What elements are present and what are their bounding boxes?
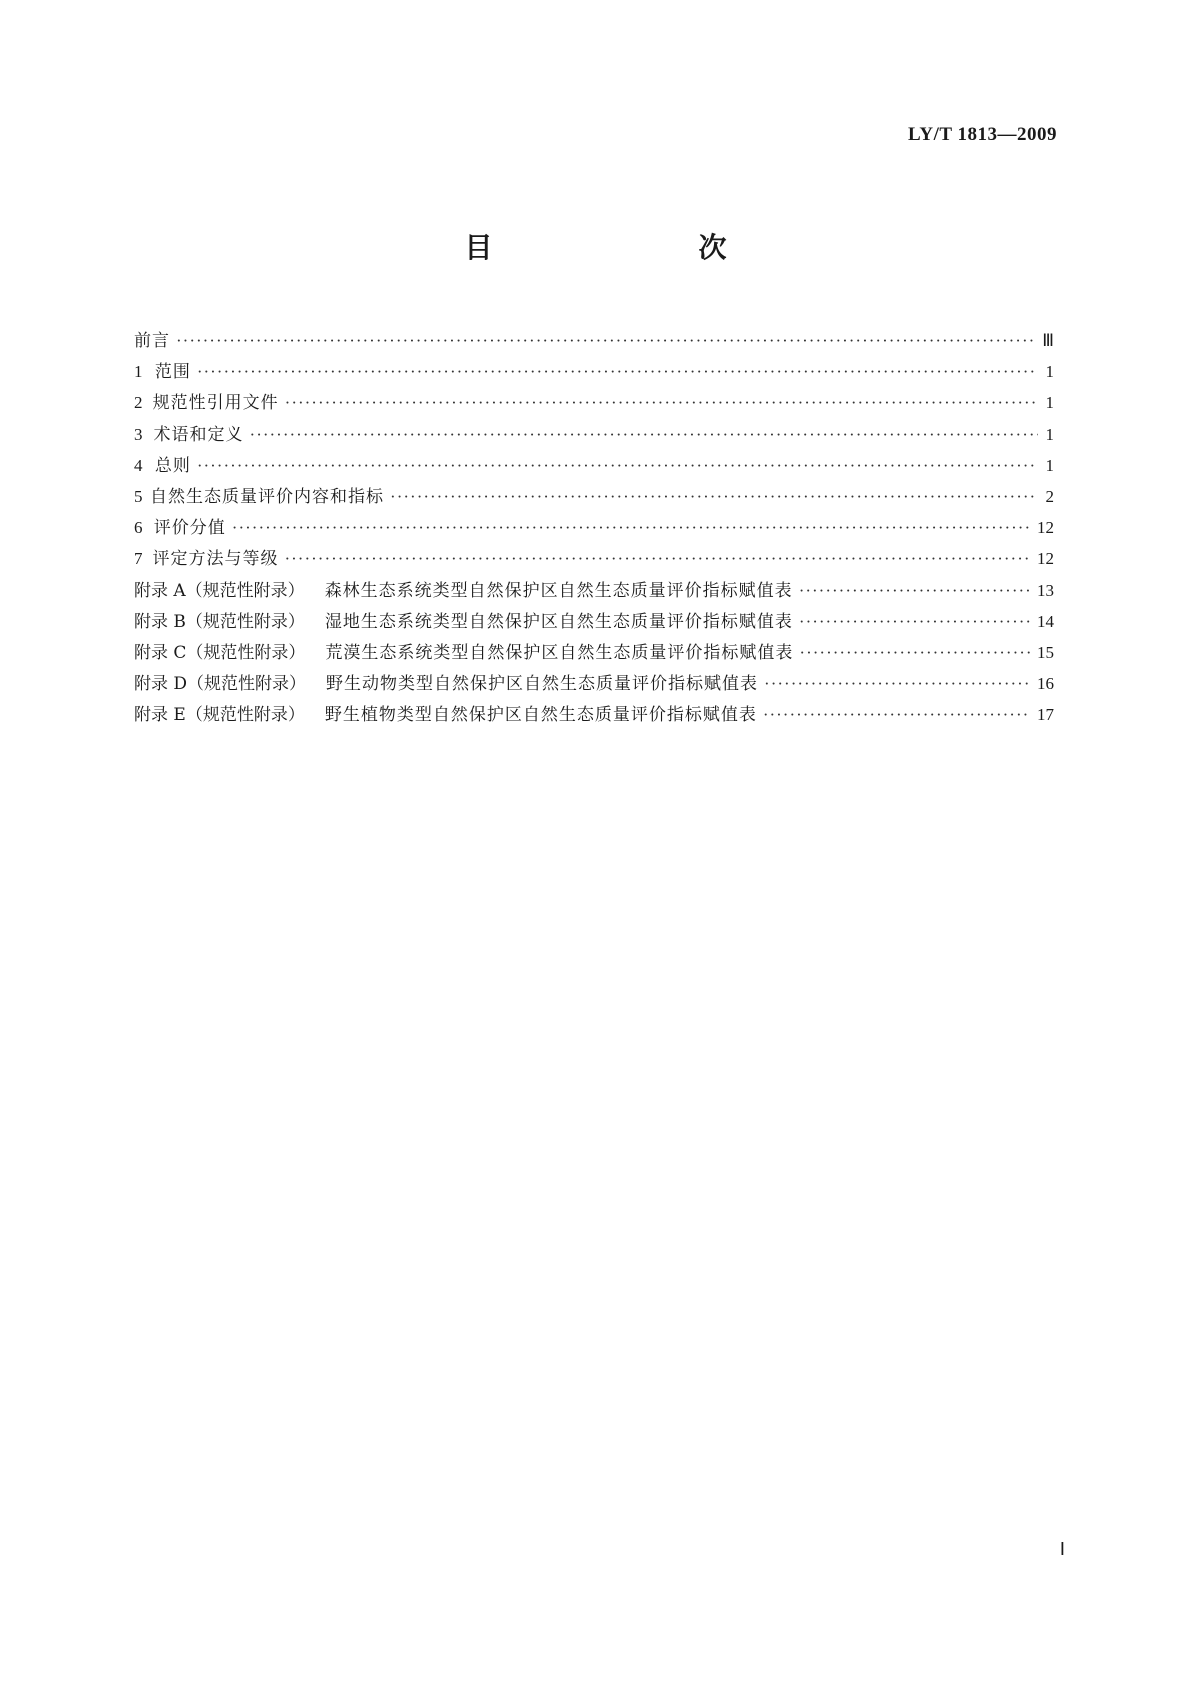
toc-entry-terms-definitions[interactable] [134,420,1054,451]
toc-entry-label: 前言 [134,331,170,351]
toc-entry-foreword[interactable] [134,326,1054,357]
toc-entry-label: 评价分值 [153,518,226,539]
toc-entry-label: 规范性引用文件 [152,393,279,414]
toc-entry-page: 1 [1045,455,1054,475]
toc-entry-page: 12 [1037,518,1054,538]
toc-entry-general[interactable] [134,451,1054,482]
toc-entry-page: 12 [1037,549,1054,569]
toc-entry-label: 范围 [154,362,191,383]
toc-entry-page: Ⅲ [1042,331,1054,350]
toc-entry-page: 1 [1045,393,1054,413]
toc-dot-leader [799,643,1031,663]
toc-appendix-prefix: 附录 E（规范性附录） [134,705,305,726]
toc-entry-appendix-e[interactable] [134,700,1054,731]
toc-entry-appendix-a[interactable] [134,576,1054,607]
page-number: Ⅰ [1059,1539,1065,1559]
toc-entry-number: 6 [134,518,143,538]
page-title: 目 次 [464,231,777,264]
toc-entry-evaluation-content[interactable] [134,482,1054,513]
toc-entry-evaluation-score[interactable] [134,513,1054,544]
table-of-contents [134,326,1054,731]
toc-dot-leader [799,581,1031,601]
toc-entry-page: 1 [1045,362,1054,382]
toc-dot-leader [764,674,1031,694]
toc-dot-leader [799,612,1031,632]
toc-entry-page: 13 [1037,580,1054,600]
toc-appendix-prefix: 附录 A（规范性附录） [134,580,305,601]
toc-dot-leader [250,425,1038,445]
toc-dot-leader [232,518,1031,538]
toc-entry-method-grade[interactable] [134,544,1054,575]
toc-appendix-prefix: 附录 C（规范性附录） [134,642,306,663]
toc-dot-leader [763,705,1031,725]
toc-entry-appendix-d[interactable] [134,669,1054,700]
toc-dot-leader [197,456,1038,476]
toc-entry-label: 森林生态系统类型自然保护区自然生态质量评价指标赋值表 [324,580,793,601]
toc-entry-label: 野生动物类型自然保护区自然生态质量评价指标赋值表 [326,674,759,695]
standard-code: LY/T 1813—2009 [907,124,1057,145]
toc-entry-page: 15 [1037,642,1054,662]
toc-entry-label: 自然生态质量评价内容和指标 [150,486,385,507]
toc-entry-page: 1 [1045,424,1054,444]
toc-entry-page: 2 [1045,486,1054,506]
toc-entry-number: 7 [134,549,143,569]
toc-entry-page: 16 [1037,674,1054,694]
toc-entry-label: 总则 [154,455,191,476]
toc-entry-label: 湿地生态系统类型自然保护区自然生态质量评价指标赋值表 [324,611,793,632]
toc-dot-leader [390,487,1038,507]
toc-entry-label: 野生植物类型自然保护区自然生态质量评价指标赋值表 [324,705,757,726]
toc-dot-leader [197,362,1038,382]
toc-entry-number: 4 [134,455,143,475]
toc-entry-scope[interactable] [134,357,1054,388]
toc-entry-number: 1 [134,362,143,382]
toc-entry-label: 术语和定义 [153,424,244,445]
toc-entry-page: 14 [1037,611,1054,631]
toc-dot-leader [285,393,1038,413]
toc-entry-number: 5 [134,486,143,506]
toc-entry-appendix-c[interactable] [134,638,1054,669]
toc-entry-label: 评定方法与等级 [152,549,279,570]
toc-entry-number: 3 [134,424,143,444]
toc-dot-leader [284,549,1031,569]
toc-entry-normative-references[interactable] [134,388,1054,419]
toc-appendix-prefix: 附录 B（规范性附录） [134,611,305,632]
toc-entry-number: 2 [134,393,143,413]
toc-appendix-prefix: 附录 D（规范性附录） [134,674,307,695]
toc-dot-leader [176,331,1036,351]
toc-entry-page: 17 [1037,705,1054,725]
toc-entry-label: 荒漠生态系统类型自然保护区自然生态质量评价指标赋值表 [325,642,794,663]
toc-entry-appendix-b[interactable] [134,607,1054,638]
